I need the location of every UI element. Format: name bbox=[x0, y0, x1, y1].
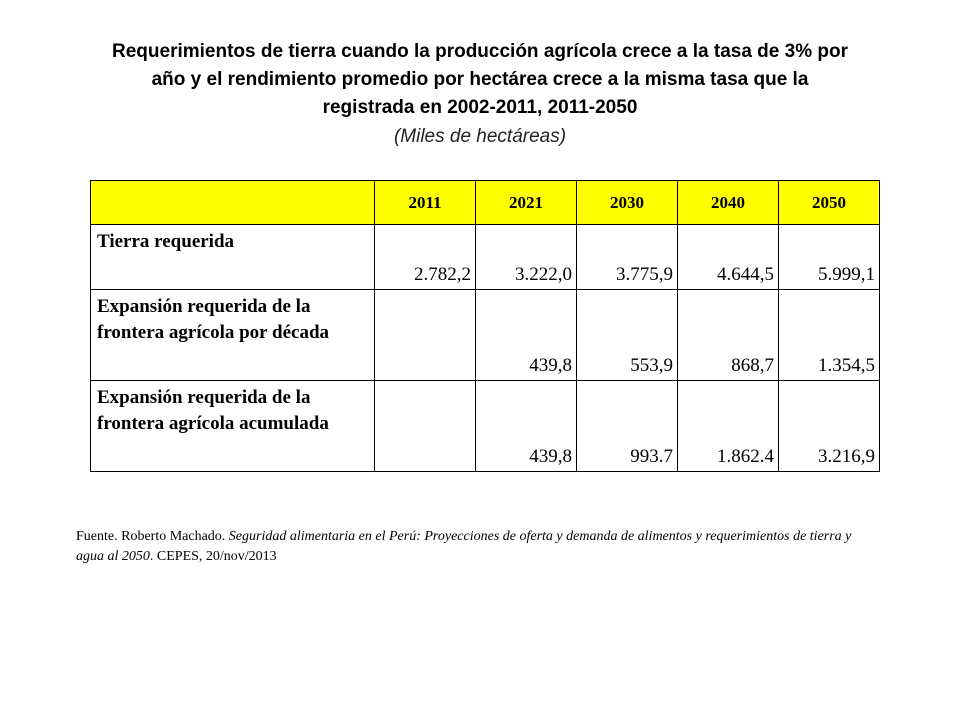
table-cell: 1.354,5 bbox=[779, 290, 880, 381]
table-cell: 2.782,2 bbox=[375, 225, 476, 290]
source-work-title: Seguridad alimentaria en el Perú: Proyecciones de oferta y demanda de alimentos y requerimientos de tierra y agua al 2050 bbox=[76, 529, 852, 564]
table-cell: 3.216,9 bbox=[779, 381, 880, 472]
land-requirements-table bbox=[90, 180, 880, 472]
table-cell: 868,7 bbox=[678, 290, 779, 381]
row-label: Expansión requerida de la frontera agrícola por década bbox=[91, 290, 375, 381]
source-suffix: . CEPES, 20/nov/2013 bbox=[149, 549, 277, 564]
title-line-1: Requerimientos de tierra cuando la producción agrícola crece a la tasa de 3% por bbox=[112, 41, 848, 62]
table-cell bbox=[375, 381, 476, 472]
header-year: 2040 bbox=[678, 181, 779, 225]
table-header-row bbox=[91, 181, 880, 225]
source-prefix: Fuente. Roberto Machado. bbox=[76, 529, 229, 544]
table-row bbox=[91, 381, 880, 472]
title-line-2: año y el rendimiento promedio por hectárea crece a la misma tasa que la bbox=[151, 69, 809, 90]
table-cell: 1.862.4 bbox=[678, 381, 779, 472]
header-year: 2021 bbox=[476, 181, 577, 225]
table-cell: 439,8 bbox=[476, 381, 577, 472]
table-cell: 3.222,0 bbox=[476, 225, 577, 290]
title-line-3: registrada en 2002-2011, 2011-2050 bbox=[322, 97, 638, 118]
table-cell bbox=[375, 290, 476, 381]
header-year: 2030 bbox=[577, 181, 678, 225]
header-label-cell bbox=[91, 181, 375, 225]
table-cell: 993.7 bbox=[577, 381, 678, 472]
row-label: Expansión requerida de la frontera agrícola acumulada bbox=[91, 381, 375, 472]
table-cell: 4.644,5 bbox=[678, 225, 779, 290]
table-row bbox=[91, 290, 880, 381]
header-year: 2050 bbox=[779, 181, 880, 225]
table-cell: 553,9 bbox=[577, 290, 678, 381]
table-row bbox=[91, 225, 880, 290]
table-cell: 439,8 bbox=[476, 290, 577, 381]
page-title bbox=[40, 38, 920, 122]
table-cell: 3.775,9 bbox=[577, 225, 678, 290]
row-label: Tierra requerida bbox=[91, 225, 375, 290]
source-note bbox=[76, 527, 876, 567]
units-subtitle: (Miles de hectáreas) bbox=[393, 126, 567, 147]
table-cell: 5.999,1 bbox=[779, 225, 880, 290]
header-year: 2011 bbox=[375, 181, 476, 225]
